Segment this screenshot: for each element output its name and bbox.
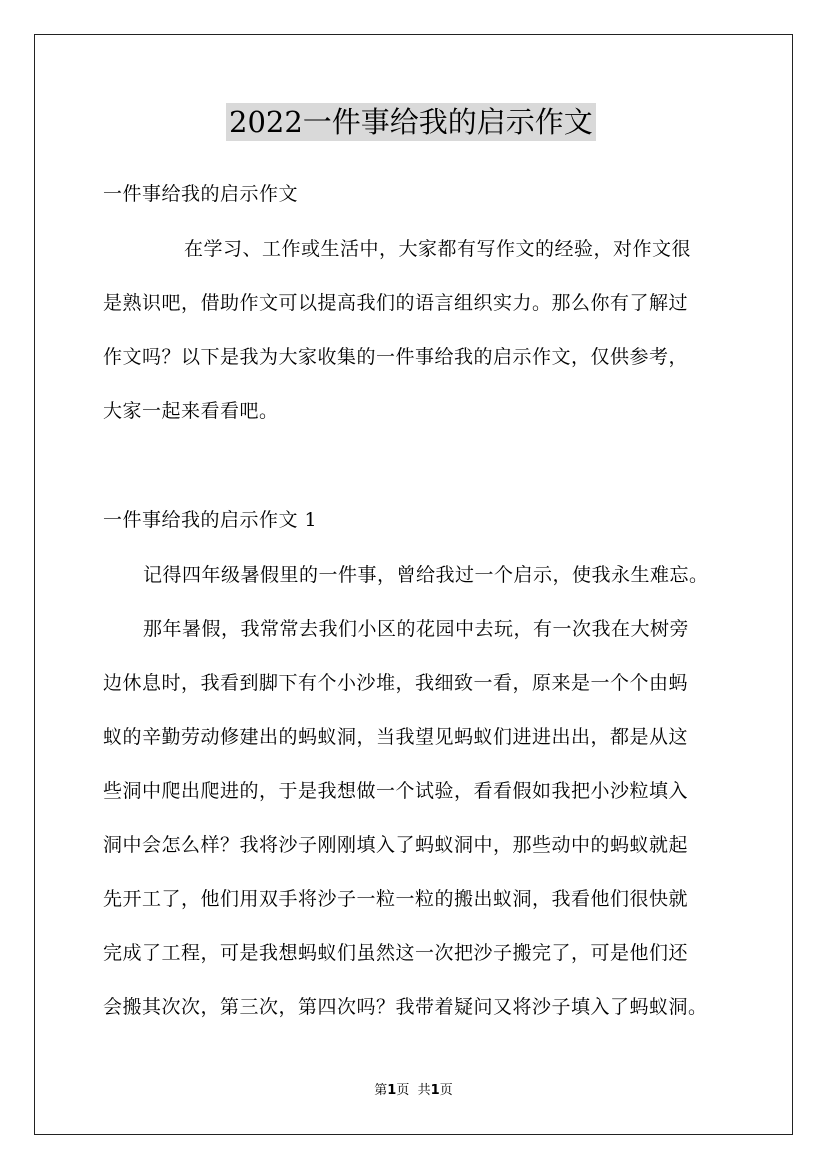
intro-line: 是熟识吧，借助作文可以提高我们的语言组织实力。那么你有了解过	[103, 292, 689, 314]
intro-line: 作文吗？以下是我为大家收集的一件事给我的启示作文，仅供参考，	[103, 346, 689, 368]
document-subtitle: 一件事给我的启示作文	[103, 183, 299, 205]
page-label-suffix: 页	[396, 1083, 410, 1098]
page-footer	[0, 1083, 827, 1099]
document-title: 2022一件事给我的启示作文	[226, 103, 596, 141]
total-pages: 1	[430, 1083, 440, 1098]
body-paragraph-line: 先开工了，他们用双手将沙子一粒一粒的搬出蚁洞，我看他们很快就	[103, 888, 689, 910]
body-paragraph-line: 会搬其次次，第三次，第四次吗？我带着疑问又将沙子填入了蚂蚁洞。	[103, 996, 708, 1018]
total-prefix: 共	[417, 1083, 431, 1098]
total-suffix: 页	[439, 1083, 453, 1098]
body-paragraph-line: 蚁的辛勤劳动修建出的蚂蚁洞，当我望见蚂蚁们进进出出，都是从这	[103, 726, 689, 748]
body-paragraph-line: 记得四年级暑假里的一件事，曾给我过一个启示，使我永生难忘。	[143, 564, 709, 586]
intro-line: 大家一起来看看吧。	[103, 400, 279, 422]
body-paragraph-line: 边休息时，我看到脚下有个小沙堆，我细致一看，原来是一个个由蚂	[103, 672, 689, 694]
body-paragraph-line: 洞中会怎么样？我将沙子刚刚填入了蚂蚁洞中，那些动中的蚂蚁就起	[103, 834, 689, 856]
page-label-prefix: 第	[374, 1083, 388, 1098]
intro-line: 在学习、工作或生活中，大家都有写作文的经验，对作文很	[184, 238, 692, 260]
page-number: 1	[387, 1083, 397, 1098]
body-paragraph-line: 那年暑假，我常常去我们小区的花园中去玩，有一次我在大树旁	[143, 618, 690, 640]
body-paragraph-line: 些洞中爬出爬进的，于是我想做一个试验，看看假如我把小沙粒填入	[103, 780, 689, 802]
body-paragraph-line: 完成了工程，可是我想蚂蚁们虽然这一次把沙子搬完了，可是他们还	[103, 942, 689, 964]
section-heading: 一件事给我的启示作文 1	[103, 509, 318, 531]
